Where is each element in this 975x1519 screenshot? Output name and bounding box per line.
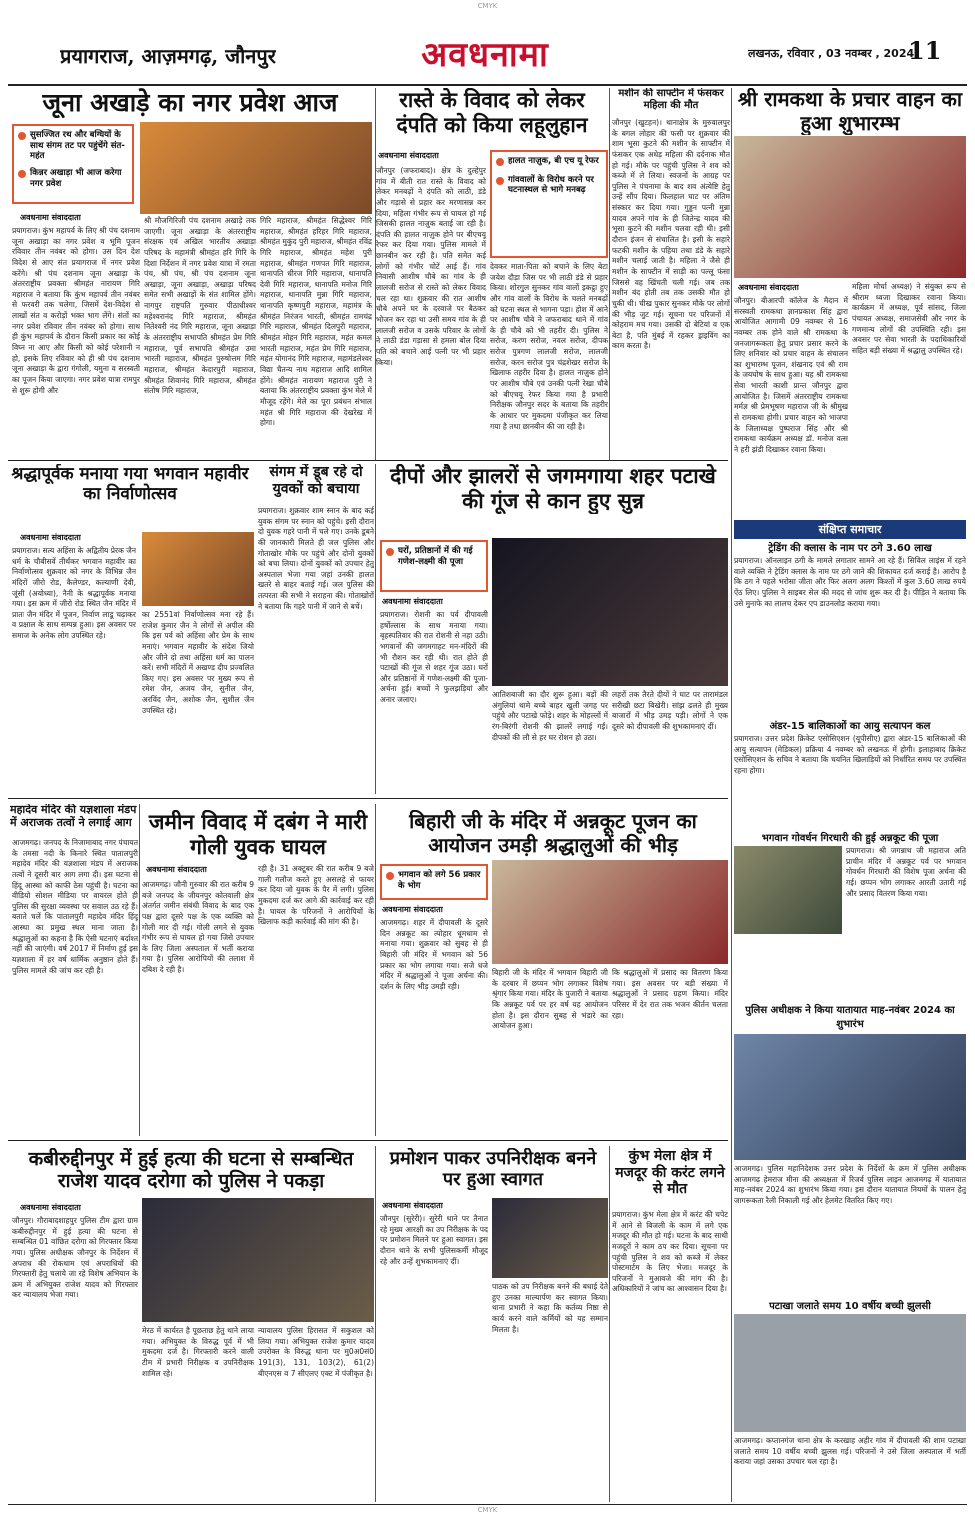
ramkatha-body-col1: जौनपुर। बीआरपी कॉलेज के मैदान में सरस्वती रामकथा ज्ञानप्रकाश सिंह द्वारा आयोजित आगामी 09 नवम्बर से 16 नवम्बर तक होने वाले श्री रामकथा के जनजागरूकता हेतु प्रचार प्रसार करने के लिए शनिवार को प्रचार वाहन के संचालन का शुभारम्भ पूजन, शंखनाद एवं श्री राम के जयघोष के साथ हुआ। यह श्री रामकथा सेवा भारती काशी प्रान्त जौनपुर द्वारा आयोजित है। जिसमें अंतरराष्ट्रीय रामकथा मर्मज्ञ श्री प्रेमभूषण महाराज जी के श्रीमुख से रामकथा होगी। प्रचार वाहन को भाजपा के जिलाध्यक्ष पुष्पराज सिंह और श्री रामकथा कार्यक्रम अध्यक्ष डॉ. मनोज वत्स ने हरी झंडी दिखाकर रवाना किया। (734, 296, 848, 454)
rule-row2 (8, 798, 728, 799)
rule-row1 (8, 460, 728, 461)
deepon-body-col1: प्रयागराज। रोशनी का पर्व दीपावली हर्षोल्लास के साथ मनाया गया। बृहस्पतिवार की रात रोशनी से नहा उठी। भगवानों की जगमगाहट मन-मंदिरों की भी रौशन कर रही थी। रात होते ही पटाखों की गूंज से शहर गूंज उठा। घरों और प्रतिष्ठानों में गणेश-लक्ष्मी की पूजा-अर्चना हुई। बच्चों ने फुलझड़ियां और अनार जलाए। (380, 610, 488, 705)
briefs-title: संक्षिप्त समाचार (734, 520, 966, 539)
brief3-body-col1: प्रयागराज। श्री जगन्नाथ जी महाराज अति प्राचीन मंदिर में अन्नकूट पर्व पर भगवान गोवर्धन गिरधारी की विशेष पूजा अर्चना की गई। छप्पन भोग लगाकर आरती उतारी गई और प्रसाद वितरण किया गया। (846, 846, 966, 898)
bihari-byline: अवधनामा संवाददाता (382, 905, 443, 914)
column-separator-row1 (375, 88, 376, 460)
raste-highlight-1: हालत नाज़ुक, बी एच यू रेफर (496, 156, 602, 167)
zameen-body-col2: रही है। 31 अक्टूबर की रात करीब 9 बजे गाली गलौज करते हुए असलहे से फायर कर दिया जो युवक के पैर में लगी। पुलिस मुकदमा दर्ज कर आगे की कार्रवाई कर रही है। घायल के परिजनों ने आरोपियों के खिलाफ कड़ी कार्रवाई की मांग की है। (258, 864, 374, 927)
juna-body-col2: श्री मौजगिरिजी पंच दशनाम अखाड़े तक जाएगी। जूना अखाड़ा के अंतरराष्ट्रीय संरक्षक एवं अखिल भारतीय अखाड़ा परिषद के महामंत्री श्रीमहंत हरि गिरि के दिशा निर्देशन में नगर प्रवेश यात्रा में रमता पंच, श्री पंच, श्री पंच दशनाम जूना अखाड़ा, जूना अखाड़ा, अखाड़ा परिषद समेत सभी अखाड़ों के संत शामिल होंगे। नागपुर राष्ट्रपति गुरुवार पीठाधीश्वर महेश्वरानंद गिरि महाराज, श्रीमहंत नितेश्वरी नंद गिरि महाराज, जूना अखाड़ा के अंतरराष्ट्रीय सभापति श्रीमहंत प्रेम गिरि महाराज, पूर्व सभापति श्रीमहंत उमा भारती महाराज, श्रीमहंत पुरुषोत्तम गिरि महाराज, श्रीमहंत केदारपुरी महाराज, श्रीमहंत शिवानंद गिरि महाराज, श्रीमहंत संतोष गिरि महाराज, (144, 216, 256, 396)
bihari-headline: बिहारी जी के मंदिर में अन्नकूट पूजन का आयोजन उमड़ी श्रद्धालुओं की भीड़ (409, 810, 697, 857)
sangam-body: प्रयागराज। शुक्रवार शाम स्नान के बाद कई युवक संगम पर स्नान को पहुंचे। इसी दौरान दो युवक गहरे पानी में चले गए। उनके डूबने की जानकारी मिलते ही जल पुलिस और गोताखोर मौके पर पहुंचे और दोनों युवकों को बचा लिया। दोनों युवकों को उपचार हेतु अस्पताल भेजा गया जहां उनकी हालत खतरे से बाहर बताई गई। जल पुलिस की तत्परता की सभी ने सराहना की। गोताखोरों ने बताया कि गहरे पानी में जाने से बचें। (258, 506, 374, 611)
bihari-highlight-box (380, 864, 488, 900)
raste-highlights (490, 150, 608, 258)
bihari-highlight: भगवान को लगे 56 प्रकार के भोग (386, 870, 482, 891)
ramkatha-body-col2: महिला मोर्चा अध्यक्ष) ने संयुक्त रूप से श्रीराम ध्वजा दिखाकर रवाना किया। कार्यक्रम में अध्यक्ष, पूर्व सांसद, जिला पंचायत अध्यक्ष, समाजसेवी और नगर के गणमान्य लोगों की उपस्थिति रही। इस अवसर पर सेवा भारती के पदाधिकारियों सहित बड़ी संख्या में श्रद्धालु उपस्थित रहे। (852, 282, 966, 355)
raste-body-col2: देवकर माता-पिता को बचाने के लिए बेटा जयेश दौड़ा जिस पर भी लाठी डंडे से प्रहार किया। शोरगुल सुनकर गांव वालों इकट्ठा हुए और गांव वालों के विरोध के चलते मनबढ़ों को घटना स्थल से भागना पड़ा। होश में आने पर आशीष चौबे ने जफराबाद थाने में गांव के ही चौबे को भी तहरीर दी। पुलिस ने सरोज, करण सरोज, नवल सरोज, दीपक सरोज पुत्रगण लालजी सरोज, लालजी सरोज, करन सरोज पुत्र चंद्रशेखर सरोज के खिलाफ तहरीर दिया है। हालत नाज़ुक होने पर आशीष चौबे एवं उनकी पत्नी रेखा चौबे को बीएचयू रेफर किया गया है प्रभारी निरीक्षक जौनपुर सदर के बताया कि तहरीर के आधार पर मुकदमा पंजीकृत कर लिया गया है तथा छानबीन की जा रही है। (490, 262, 608, 431)
mahavir-body-col1: प्रयागराज। सत्य अहिंसा के अद्वितीय प्रेरक जैन धर्म के चौबीसवें तीर्थंकर भगवान महावीर का निर्वाणोत्सव शुक्रवार को नगर के विभिन्न जैन मंदिरों जीरो रोड, कैलेण्डर, कल्याणी देवी, जूंसी (अयोध्या), नैनी के श्रद्धापूर्वक मनाया गया। इस क्रम में जीरो रोड स्थित जैन मंदिर में प्रातः जैन मंदिर में पूजन, निर्वाण लाडू चढ़ाकर व प्रक्षाल के साथ सम्पन्न हुआ। इस अवसर पर समाज के अनेक लोग उपस्थित रहे। (12, 546, 136, 641)
brief4-headline: पुलिस अधीक्षक ने किया यातायात माह-नवंबर 2024 का शुभारंभ (745, 1005, 955, 1030)
footer-rule (8, 1504, 967, 1505)
deepon-byline: अवधनामा संवाददाता (382, 597, 443, 606)
mahavir-body-col2: का 2551वां निर्वाणोत्सव मना रहे हैं। राजेश कुमार जैन ने लोगों से अपील की कि इस पर्व को अहिंसा और प्रेम के साथ मनाएं। भगवान महावीर के संदेश जियो और जीने दो तथा अहिंसा धर्म का पालन करें। सभी मंदिरों में अखण्ड दीप प्रज्वलित किए गए। इस अवसर पर मुख्य रूप से रमेश जैन, अजय जैन, सुनील जैन, अरविंद जैन, अशोक जैन, सुशील जैन उपस्थित रहे। (142, 610, 254, 715)
brief5-photo (734, 1314, 966, 1432)
brief5-headline: पटाखा जलाते समय 10 वर्षीय बच्ची झुलसी (769, 1301, 931, 1312)
juna-highlight-2: किन्नर अखाड़ा भी आज करेगा नगर प्रवेश (18, 168, 128, 189)
section-title: प्रयागराज, आज़मगढ़, जौनपुर (60, 44, 276, 68)
newspaper-logo (385, 30, 585, 78)
juna-headline: जूना अखाड़े का नगर प्रवेश आज (42, 88, 338, 117)
bihari-body-col2: बिहारी जी के मंदिर में भगवान बिहारी जी के दरबार में छप्पन भोग लगाकर विशेष श्रृंगार किया गया। मंदिर के पुजारी ने बताया कि अन्नकूट पर्व पर हर वर्ष यह आयोजन होता है। इस दौरान सुबह से भंडारे का आयोजन हुआ। (492, 968, 608, 1031)
raste-headline: रास्ते के विवाद को लेकर दंपति को किया लहूलुहान (396, 88, 588, 137)
machine-body: जौनपुर (खुटहन)। थानाक्षेत्र के मुरुवालपुर के बगल लोहार की फसी पर शुक्रवार की शाम भूसा कुटने की मशीन के साफ्टीन में फंसकर एक अधेड़ महिला की दर्दनाक मौत हो गई। मौके पर पहुंची पुलिस ने शव को कब्जे में ले लिया। स्वजनों के आग्रह पर पुलिस ने पंचनामा के बाद शव अंत्येष्टि हेतु उन्हें सौंप दिया। फिलहाल घाट पर अंतिम संस्कार कर दिया गया। गुड्डन पत्नी मुन्ना यादव अपने गांव के ही जितेन्द्र यादव की भूसा कुटने की मशीन चलवा रही थी। इसी दौरान इंजन से संचालित है। इसी के सहारे फटकी मशीन के पहिया तथा डंडे के सहारे मशीन चलाई जाती है। महिला ने जैसे ही मशीन के साफ्टीन में साड़ी का पल्लू फंसा जिससे वह खिंचती चली गई। जब तक मशीन बंद होती तब तक उसकी मौत हो चुकी थी। चीख पुकार सुनकर मौके पर लोगों की भीड़ जुट गई। सूचना पर परिजनों में कोहराम मच गया। उसकी दो बेटियां व एक बेटा है, पति मुंबई में रहकर ड्राइविंग का काम करता है। (612, 118, 730, 351)
city-date: लखनऊ, रविवार , 03 नवम्बर , 2024 (748, 47, 915, 60)
bihari-body-col3: कि श्रद्धालुओं में प्रसाद का वितरण किया गया। इस अवसर पर बड़ी संख्या में श्रद्धालुओं ने प्रसाद ग्रहण किया। मंदिर परिसर में देर रात तक भजन कीर्तन चलता रहा। (612, 968, 728, 1020)
kabir-body-col3: न्यायालय पुलिस हिरासत में सकुशल को लिया गया। अभियुक्त राजेश कुमार यादव उपरोक्त के विरुद्ध थाना पर मु0अ0सं0 191(3), 131, 103(2), 61(2) बीएनएस व 7 सीएलए एक्ट में पंजीकृत है। (258, 1326, 374, 1378)
page-number: 11 (908, 36, 942, 65)
juna-body-col3: गिरि महाराज, श्रीमहंत सिद्धेश्वर गिरि महाराज, श्रीमहंत हरिहर गिरि महाराज, श्रीमहंत मुकुंद पुरी महाराज, श्रीमहंत रविंद्र गिरि महाराज, श्रीमहंत महेश पुरी महाराज, श्रीमहंत गणपत गिरि महाराज, थानापति धीरज गिरि महाराज, थानापति देवी गिरि महाराज, थानापति मनोज गिरि महाराज, थानापति मुन्ना गिरि महाराज, थानापति कृष्णपुरी महाराज, महामंत्र के श्रीमहंत निरंजन भारती, श्रीमहंत रामचंद्र गिरि महाराज, श्रीमहंत दिलपुरी महाराज, श्रीमहंत मोहन गिरि महाराज, महंत कमल भारती महाराज, महंत प्रेम गिरि महाराज, महंत योगानंद गिरि महाराज, महामंडलेश्वर विद्या चैतन्य नाथ महाराज आदि शामिल होंगे। श्रीमहंत नारायण महाराज पुरी ने बताया कि अंतरराष्ट्रीय प्रवक्ता कुंभ मेले में मौजूद रहेंगे। मेले का पूरा प्रबंधन संभाल महंत श्री गिरि महाराज की देखरेख में होगा। (260, 216, 372, 428)
logo-text: अवधनामा (421, 35, 549, 75)
deepon-headline: दीपों और झालरों से जगमगाया शहर पटाखे की गूंज से कान हुए सुन्न (390, 464, 716, 513)
color-mark-top: CMYK (477, 2, 498, 10)
brief2-headline: अंडर-15 बालिकाओं का आयु सत्यापन कल (769, 721, 931, 732)
masthead-rule (8, 84, 967, 86)
brief4-body: आजमगढ़। पुलिस महानिदेशक उत्तर प्रदेश के निर्देशों के क्रम में पुलिस अधीक्षक आजमगढ़ हेमराज मीना की अध्यक्षता में रिजर्व पुलिस लाइन आजमगढ़ में यातायात माह-नवंबर 2024 का शुभारंभ किया गया। इस दौरान यातायात नियमों के पालन हेतु जागरूकता रैली निकाली गई और हेलमेट वितरित किए गए। (734, 1164, 966, 1205)
juna-body-col1: प्रयागराज। कुंभ महापर्व के लिए श्री पंच दशनाम जूना अखाड़ा का नगर प्रवेश व भूमि पूजन रविवार तीन नवंबर को होगा। उस दिन देश विदेश से आए संत प्रयागराज में नगर प्रवेश करेंगे। श्री पंच दशनाम जूना अखाड़ा के अंतरराष्ट्रीय प्रवक्ता श्रीमहंत नारायण गिरि महाराज ने बताया कि कुंभ महापर्व तीन नवंबर से फरवरी तक चलेगा, जिसमें देश-विदेश से लाखों संत व करोड़ों भक्त भाग लेंगे। संतों का नगर प्रवेश रविवार तीन नवंबर को होगा। साथ ही कुंभ महापर्व के दौरान किसी प्रकार का कोई विघ्न ना आए और किसी को कोई परेशानी न हो, इसके लिए रविवार को ही श्री पंच दशनाम जूना अखाड़ा के द्वारा गंगोली, यमुना व सरस्वती का पूजन किया जाएगा। नगर प्रवेश यात्रा रामपुर से शुरू होगी और (12, 226, 140, 395)
juna-byline: अवधनामा संवाददाता (20, 213, 81, 222)
column-separator-row4 (375, 1146, 376, 1502)
brief1-body: प्रयागराज। ऑनलाइन ठगी के मामले लगातार सामने आ रहे हैं। सिविल लाइंस में रहने वाले व्यक्ति ने ट्रेडिंग क्लास के नाम पर ठगे जाने की शिकायत दर्ज कराई है। आरोप है कि ठग ने पहले भरोसा जीता और फिर अलग अलग किश्तों में कुल 3.60 लाख रुपये ऐंठ लिए। पुलिस ने साइबर सेल की मदद से जांच शुरू कर दी है। पीड़ित ने बताया कि उसे मुनाफे का लालच देकर एप डाउनलोड कराया गया। (734, 556, 966, 608)
bihari-body-col1: आजमगढ़। शहर में दीपावली के दूसरे दिन अन्नकूट का त्योहार धूमधाम से मनाया गया। शुक्रवार को सुबह से ही बिहारी जी मंदिर में भगवान को 56 प्रकार का भोग लगाया गया। सजे धजे मंदिर में श्रद्धालुओं ने पूजा अर्चना की। दर्शन के लिए भीड़ उमड़ी रही। (380, 918, 488, 991)
juna-photo (140, 122, 372, 214)
promotion-headline: प्रमोशन पाकर उपनिरीक्षक बनने पर हुआ स्वागत (389, 1148, 597, 1191)
column-separator-row4b (609, 1146, 610, 1502)
deepon-highlight-box (380, 540, 488, 592)
kabir-body-col1: जौनपुर। गौराबादशाहपुर पुलिस टीम द्वारा ग्राम कबीरुद्दीनपुर में हुई हत्या की घटना से सम्बन्धित 01 वांछित दरोगा को गिरफ्तार किया गया। पुलिस अधीक्षक जौनपुर के निर्देशन में अपराध की रोकथाम एवं अपराधियों की गिरफ्तारी हेतु चलाये जा रहे विशेष अभियान के क्रम में अभियुक्त राजेश यादव को गिरफ्तार कर न्यायालय भेजा गया। (12, 1216, 138, 1300)
rule-row3 (8, 1140, 728, 1141)
column-separator-row3 (139, 804, 140, 1136)
column-separator-row3b (375, 804, 376, 1136)
ramkatha-byline: अवधनामा संवाददाता (738, 283, 799, 292)
juna-highlight-1: सुसज्जित रथ और बग्घियों के साथ संगम तट पर पहुंचेंगे संत-महंत (18, 130, 128, 162)
deepon-body-col2: आतिशबाजी का दौर शुरू हुआ। बड़ों की अंगुलियां थामे बच्चे बाहर खुली जगह पर पहुंचे और पटाखे फोड़े। शहर के मोहल्लों में रंग-बिरंगी रोशनी की झालरें लगाई गईं। दीपकों की लौ से हर घर रोशन हो उठा। (492, 690, 608, 742)
ramkatha-headline: श्री रामकथा के प्रचार वाहन का हुआ शुभारम्भ (737, 88, 963, 135)
promotion-body-col1: जौनपुर (सुरेरी)। सुरेरी थाने पर तैनात रहे मुख्य आरक्षी का उप निरीक्षक के पद पर प्रमोशन मिलने पर हुआ स्वागत। इस दौरान थाने के सभी पुलिसकर्मी मौजूद रहे और उन्हें शुभकामनाएं दीं। (380, 1214, 488, 1266)
brief3-headline: भगवान गोवर्धन गिरधारी की हुई अन्नकूट की पूजा (761, 833, 939, 844)
kabir-body-col2: मेरठ में कार्यरत है पूछताछ हेतु थाने लाया गया। अभियुक्त के विरुद्ध पूर्व में भी मुकदमा दर्ज है। गिरफ्तारी करने वाली टीम में प्रभारी निरीक्षक व उपनिरीक्षक शामिल रहे। (142, 1326, 254, 1378)
brief1-headline: ट्रेडिंग की क्लास के नाम पर ठगे 3.60 लाख (768, 543, 932, 554)
zameen-headline: जमीन विवाद में दबंग ने मारी गोली युवक घायल (148, 810, 368, 859)
deepon-highlight: घरों, प्रतिष्ठानों में की गई गणेश-लक्ष्मी की पूजा (386, 546, 482, 567)
kabir-byline: अवधनामा संवाददाता (20, 1203, 81, 1212)
kabir-headline: कबीरुद्दीनपुर में हुई हत्या की घटना से सम्बन्धित राजेश यादव दरोगा को पुलिस ने पकड़ा (28, 1148, 354, 1193)
ramkatha-photo (734, 136, 966, 278)
machine-headline: मशीन की साफ्टीन में फंसकर महिला की मौत (618, 88, 724, 111)
mahavir-photo (142, 532, 254, 606)
bihari-photo (492, 860, 728, 964)
zameen-byline: अवधनामा संवाददाता (146, 865, 207, 874)
raste-byline: अवधनामा संवाददाता (378, 151, 439, 160)
brief5-body: आजमगढ़। कप्तानगंज थाना क्षेत्र के करखाह अहीर गांव में दीपावली की शाम पटाखा जलाते समय 10 वर्षीय बच्ची झुलस गई। परिजनों ने उसे जिला अस्पताल में भर्ती कराया जहां उसका उपचार चल रहा है। (734, 1436, 966, 1467)
juna-highlights (12, 124, 134, 204)
column-separator-row1b (609, 88, 610, 460)
raste-body-col1: जौनपुर (जफराबाद)। क्षेत्र के दुल्हेपुर गांव में बीती रात रास्ते के विवाद को लेकर मनबढ़ों ने दंपति को लाठी, डंडे और गड़ासे से प्रहार कर मरणासन्न कर दिया, महिला गंभीर रूप से घायल हो गई जिसकी हालत नाज़ुक बताई जा रही है। दंपति की हालत नाज़ुक होने पर बीएचयू रेफर कर दिया गया। पुलिस मामले में छानबीन कर रही है। पति समेत कई लोगों को गंभीर चोटें आई हैं। गांव निवासी आशीष चौबे का गांव के ही लालजी सरोज से रास्ते को लेकर विवाद चल रहा था। शुक्रवार की रात आशीष चौबे अपने घर के दरवाजे पर बैठकर भोजन कर रहा था उसी समय गांव के ही लालजी सरोज व उसके परिवार के लोगों ने लाठी डंडा गड़ासा से हमला बोल दिया पति को बचाने आई पत्नी पर भी प्रहार किया। (376, 166, 486, 367)
deepon-body-col3: लहरों तक तैरते दीयों ने घाट पर तारामंडल सरीखी छटा बिखेरी। सांझ ढलते ही मुख्य बाजारों में भीड़ उमड़ पड़ी। लोगों ने एक दूसरे को दीपावली की शुभकामनाएं दीं। (612, 690, 728, 731)
color-mark-bottom: CMYK (477, 1506, 498, 1514)
mahadev-headline: महादेव मंदिर की यज्ञशाला मंडप में अराजक तत्वों ने लगाई आग (10, 804, 137, 829)
brief2-body: प्रयागराज। उत्तर प्रदेश क्रिकेट एसोसिएशन (यूपीसीए) द्वारा अंडर-15 बालिकाओं की आयु सत्यापन (मेडिकल) प्रक्रिया 4 नवम्बर को लखनऊ में होगी। इलाहाबाद क्रिकेट एसोसिएशन के सचिव ने बताया कि चयनित खिलाड़ियों को निर्धारित समय पर उपस्थित रहना होगा। (734, 734, 966, 775)
promotion-body-col2: पाठक को उप निरीक्षक बनने की बधाई देते हुए उनका माल्यार्पण कर स्वागत किया। थाना प्रभारी ने कहा कि कर्तव्य निष्ठा से कार्य करने वाले कर्मियों को यह सम्मान मिलता है। (492, 1282, 608, 1334)
column-separator-right (731, 88, 732, 1502)
brief3-photo (734, 846, 842, 934)
kabir-photo (142, 1198, 374, 1322)
mahavir-headline: श्रद्धापूर्वक मनाया गया भगवान महावीर का निर्वाणोत्सव (11, 464, 249, 505)
promotion-byline: अवधनामा संवाददाता (382, 1201, 443, 1210)
promotion-photo (492, 1198, 608, 1278)
deepon-photo (492, 538, 728, 686)
kumbh-body: प्रयागराज। कुंभ मेला क्षेत्र में करंट की चपेट में आने से बिजली के काम में लगे एक मजदूर की मौत हो गई। घटना के बाद साथी मजदूरों ने काम ठप कर दिया। सूचना पर पहुंची पुलिस ने शव को कब्जे में लेकर पोस्टमार्टम के लिए भेजा। मजदूर के परिजनों ने मुआवजे की मांग की है। अधिकारियों ने जांच का आश्वासन दिया है। (612, 1210, 728, 1294)
brief4-photo (734, 1034, 966, 1160)
raste-highlight-2: गांववालों के विरोध करने पर घटनास्थल से भागे मनबढ़ (496, 175, 602, 196)
mahavir-byline: अवधनामा संवाददाता (20, 533, 81, 542)
mahadev-body: आजमगढ़। जनपद के निजामाबाद नगर पंचायत के तमसा नदी के किनारे स्थित पातालपुरी महादेव मंदिर की यज्ञशाला मंडप में अराजक तत्वों ने दूसरी बार आग लगा दी। इस घटना से हिंदू आस्था को काफी ठेस पहुंची है। घटना का वीडियो सोशल मीडिया पर वायरल होते ही पुलिस की सुरक्षा व्यवस्था पर सवाल उठ रहे हैं। बताते चलें कि पातालपुरी महादेव मंदिर हिंदू आस्था का प्रमुख स्थल माना जाता है। श्रद्धालुओं का कहना है कि ऐसी घटनाएं बर्दाश्त नहीं की जाएंगी। वर्ष 2017 में निर्माण हुई इस यज्ञशाला में हर वर्ष धार्मिक अनुष्ठान होते हैं। पुलिस मामले की जांच कर रही है। (12, 838, 138, 975)
kumbh-headline: कुंभ मेला क्षेत्र में मजदूर की करंट लगने से मौत (615, 1148, 725, 1198)
zameen-body-col1: आजमगढ़। जौनी गुरुवार की रात करीब 9 बजे जनपद के जीयनपुर कोतवाली क्षेत्र अंतर्गत जमीन संबंधी विवाद के बाद एक पक्ष द्वारा दूसरे पक्ष के एक व्यक्ति को गोली मार दी गई। गोली लगने से युवक गंभीर रूप से घायल हो गया जिसे उपचार के लिए जिला अस्पताल में भर्ती कराया गया है। पुलिस आरोपियों की तलाश में दबिश दे रही है। (142, 880, 254, 975)
sangam-headline: संगम में डूब रहे दो युवकों को बचाया (269, 464, 363, 497)
column-separator-row2 (375, 464, 376, 794)
